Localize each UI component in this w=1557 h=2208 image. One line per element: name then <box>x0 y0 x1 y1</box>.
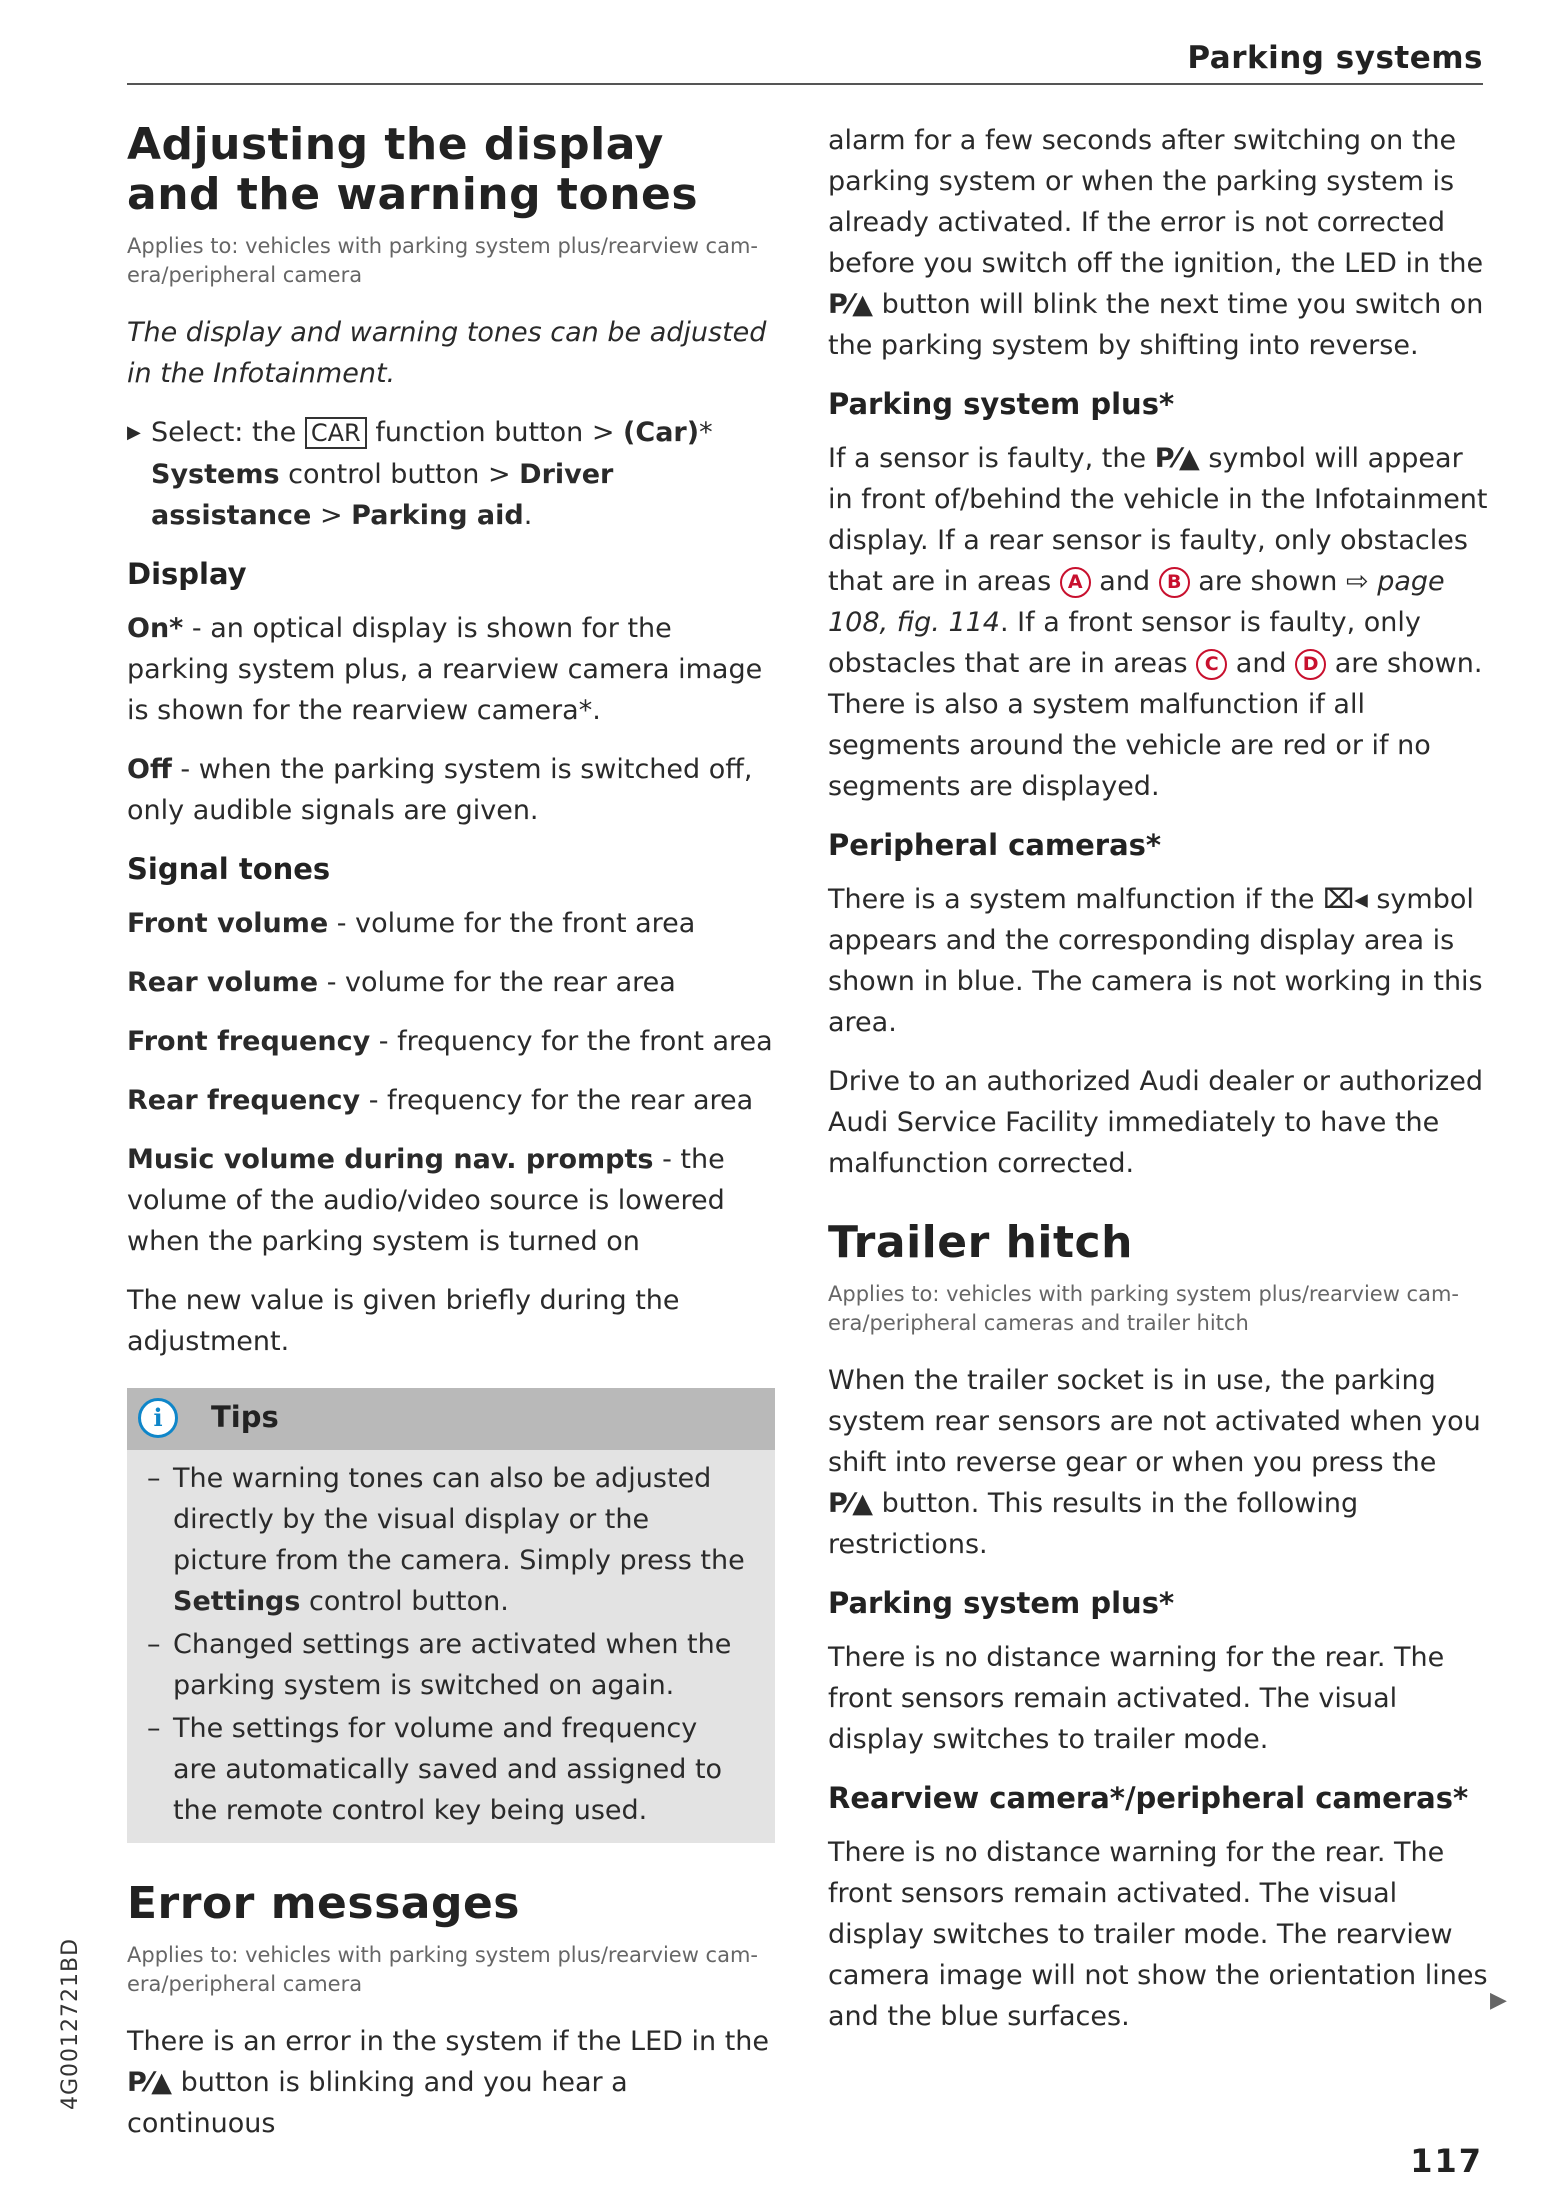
continue-arrow-icon: ▶ <box>1490 1988 1507 2013</box>
heading-rearview-camera: Rearview camera*/peripheral cameras* <box>828 1781 1469 1815</box>
header-rule <box>127 83 1483 85</box>
parking-fault-icon: P⁄▲ <box>1154 443 1200 474</box>
page-reference-link[interactable]: ⇨ page 108, fig. 114 <box>828 566 1445 638</box>
signal-item: Rear volume - volume for the rear area <box>127 967 676 998</box>
area-b-badge: B <box>1159 567 1190 598</box>
section-title-trailer: Trailer hitch <box>828 1217 1133 1268</box>
tips-header <box>127 1388 775 1450</box>
display-on-text: On* - an optical display is shown for the parking system plus, a rearview camera image is shown for the rearview camera*. <box>127 613 763 726</box>
applies-note: Applies to: vehicles with parking system plus/rearview cam- era/peripheral camera <box>127 1943 759 1996</box>
tips-item: – The settings for volume and frequency are automatically saved and assigned to the remote control key being used. <box>147 1713 723 1826</box>
parking-button-icon: P⁄▲ <box>127 2067 173 2098</box>
applies-note: Applies to: vehicles with parking system plus/rearview cam- era/peripheral camera <box>127 234 759 287</box>
area-d-badge: D <box>1295 649 1326 680</box>
right-column <box>828 120 1488 2055</box>
display-off-text: Off - when the parking system is switched off, only audible signals are given. <box>127 754 753 826</box>
signal-item: Rear frequency - frequency for the rear area <box>127 1085 754 1116</box>
tips-item: – The warning tones can also be adjusted directly by the visual display or the picture from the camera. Simply press the Settings control button. <box>147 1463 745 1617</box>
tips-list <box>127 1450 775 1831</box>
section-title-error: Error messages <box>127 1878 520 1929</box>
parking-button-icon: P⁄▲ <box>828 289 874 320</box>
trailer-text: When the trailer socket is in use, the parking system rear sensors are not activated when you shift into reverse gear or when you press the P⁄▲ button. This results in the following restrictions. <box>828 1365 1481 1560</box>
parking-button-icon: P⁄▲ <box>828 1488 874 1519</box>
psp-text: If a sensor is faulty, the P⁄▲ symbol will appear in front of/behind the vehicle in the Infotainment display. If a rear sensor is faulty, only obstacles that are in areas A and B are shown ⇨ page 108, fig. 114. If a front sensor is faulty, only obstacles that are in areas C and D are shown. There is also a system malfunction if all segments around the vehicle are red or if no segments are displayed. <box>828 443 1488 802</box>
heading-parking-system-plus-trailer: Parking system plus* <box>828 1586 1175 1620</box>
area-c-badge: C <box>1196 649 1227 680</box>
section-title-adjusting: Adjusting the display and the warning tones <box>127 119 699 220</box>
instruction-step: ▶ Select: the CAR function button > (Car)* Systems control button > Driver assistance > Parking aid. <box>127 412 775 536</box>
heading-peripheral-cameras: Peripheral cameras* <box>828 828 1162 862</box>
psp2-text: There is no distance warning for the rear. The front sensors remain activated. The visual display switches to trailer mode. <box>828 1642 1445 1755</box>
signal-item: Front frequency - frequency for the front area <box>127 1026 773 1057</box>
drive-text: Drive to an authorized Audi dealer or authorized Audi Service Facility immediately to have the malfunction corrected. <box>828 1066 1483 1179</box>
signal-item: Music volume during nav. prompts - the volume of the audio/video source is lowered when the parking system is turned on <box>127 1144 725 1257</box>
step-triangle-icon: ▶ <box>127 422 141 443</box>
tips-box <box>127 1388 775 1843</box>
camera-fault-icon: ⌧◂ <box>1323 884 1368 915</box>
page-header-title: Parking systems <box>1187 40 1483 76</box>
area-a-badge: A <box>1060 567 1091 598</box>
heading-parking-system-plus: Parking system plus* <box>828 387 1175 421</box>
intro-text: The display and warning tones can be adjusted in the Infotainment. <box>127 317 767 389</box>
rear-text: There is no distance warning for the rear. The front sensors remain activated. The visual display switches to trailer mode. The rearview camera image will not show the orientation lines and the blue surfaces. <box>828 1837 1488 2032</box>
signal-item: Front volume - volume for the front area <box>127 908 696 939</box>
heading-display: Display <box>127 557 247 591</box>
error-text-continued: alarm for a few seconds after switching on the parking system or when the parking system is already activated. If the error is not corrected before you switch off the ignition, the LED in the P⁄▲ button will blink the next time you switch on the parking system by shifting into reverse. <box>828 125 1484 361</box>
applies-note: Applies to: vehicles with parking system plus/rearview cam- era/peripheral cameras and trailer hitch <box>828 1282 1460 1335</box>
error-text: There is an error in the system if the LED in the P⁄▲ button is blinking and you hear a continuous <box>127 2026 770 2139</box>
periph-text: There is a system malfunction if the ⌧◂ symbol appears and the corresponding display area is shown in blue. The camera is not working in this area. <box>828 884 1483 1038</box>
tips-item: – Changed settings are activated when the parking system is switched on again. <box>147 1629 732 1701</box>
tips-title: Tips <box>211 1400 279 1434</box>
heading-signal-tones: Signal tones <box>127 852 331 886</box>
new-value-text: The new value is given briefly during the adjustment. <box>127 1285 680 1357</box>
info-icon: i <box>138 1398 178 1438</box>
left-column <box>127 120 775 2162</box>
page-number: 117 <box>1410 2142 1483 2180</box>
car-key-label: CAR <box>305 417 367 449</box>
document-code: 4G0012721BD <box>58 1937 83 2110</box>
